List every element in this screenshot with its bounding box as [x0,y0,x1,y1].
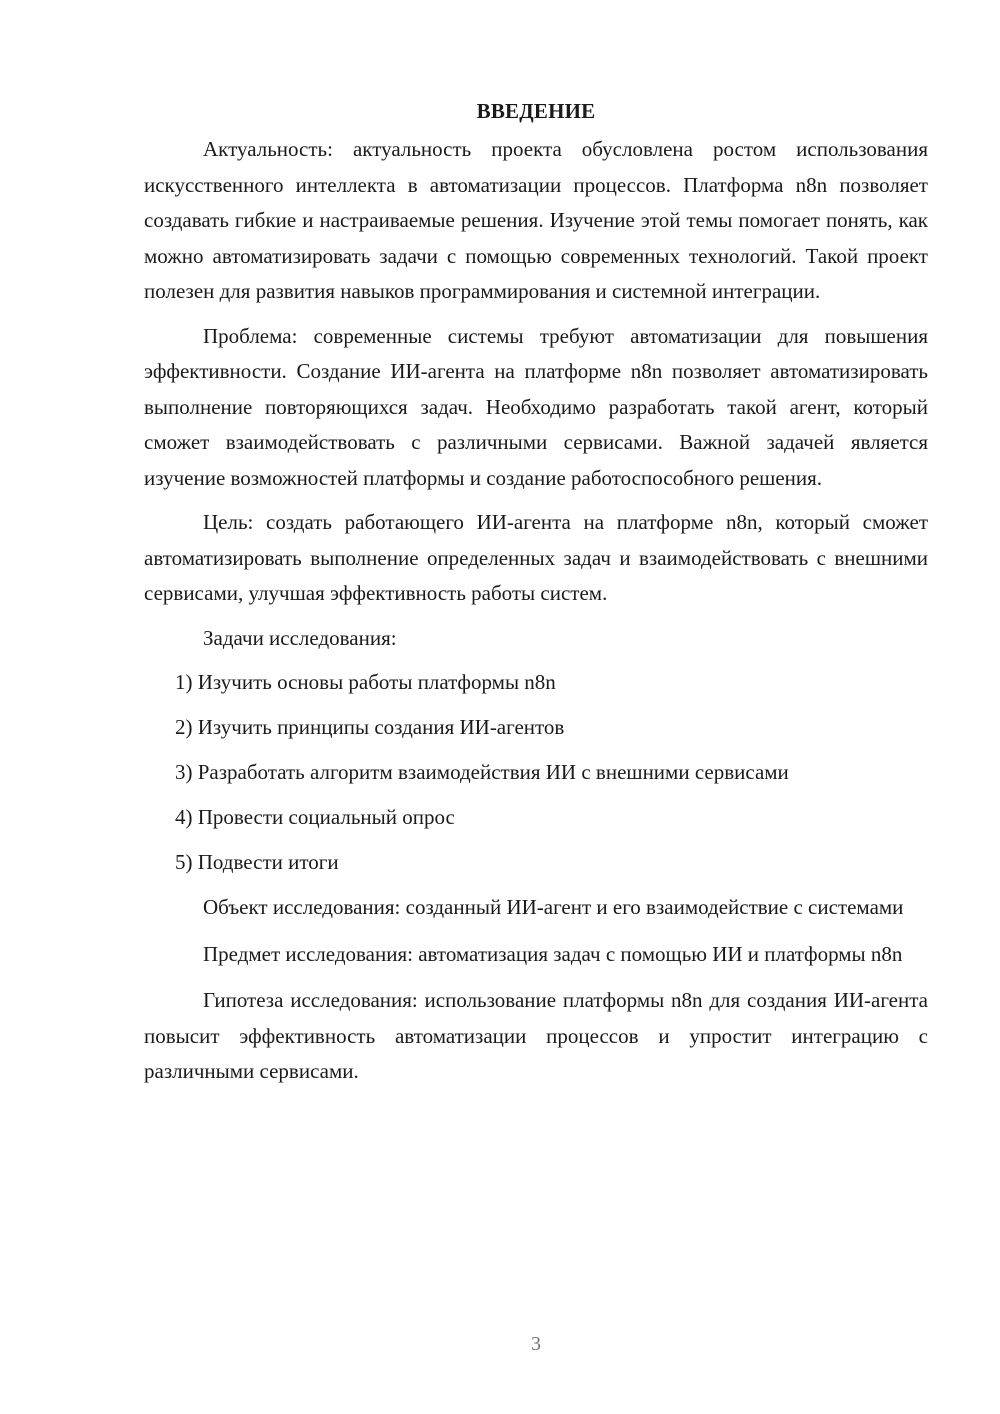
hypothesis-paragraph: Гипотеза исследования: использование платформы n8n для создания ИИ-агента повысит эффективность автоматизации процессов и упростит интеграцию с различными сервисами. [144,988,928,1083]
tasks-list [144,665,928,881]
problem-paragraph: Проблема: современные системы требуют автоматизации для повышения эффективности. Создание ИИ-агента на платформе n8n позволяет автоматизировать выполнение повторяющихся задач. Необходимо разработать такой агент, который сможет взаимодействовать с различными сервисами. Важной задачей является изучение возможностей платформы и создание работоспособного решения. [144,323,928,490]
page-title: ВВЕДЕНИЕ [476,99,596,123]
list-item: 2) Изучить принципы создания ИИ-агентов [175,715,565,739]
goal-paragraph: Цель: создать работающего ИИ-агента на платформе n8n, который сможет автоматизировать выполнение определенных задач и взаимодействовать с внешними сервисами, улучшая эффективность работы систем. [144,510,928,605]
list-item: 3) Разработать алгоритм взаимодействия ИИ с внешними сервисами [175,760,789,784]
list-item: 1) Изучить основы работы платформы n8n [175,670,556,694]
tasks-heading: Задачи исследования: [203,625,397,650]
object-paragraph: Объект исследования: созданный ИИ-агент и его взаимодействие с системами [203,895,904,919]
list-item: 4) Провести социальный опрос [175,805,455,829]
page-number: 3 [531,1333,541,1355]
document-page [144,96,928,1099]
subject-paragraph: Предмет исследования: автоматизация задач с помощью ИИ и платформы n8n [203,941,903,966]
relevance-paragraph: Актуальность: актуальность проекта обусловлена ростом использования искусственного интеллекта в автоматизации процессов. Платформа n8n позволяет создавать гибкие и настраиваемые решения. Изучение этой темы помогает понять, как можно автоматизировать задачи с помощью современных технологий. Такой проект полезен для развития навыков программирования и системной интеграции. [144,137,928,303]
list-item: 5) Подвести итоги [175,850,339,874]
